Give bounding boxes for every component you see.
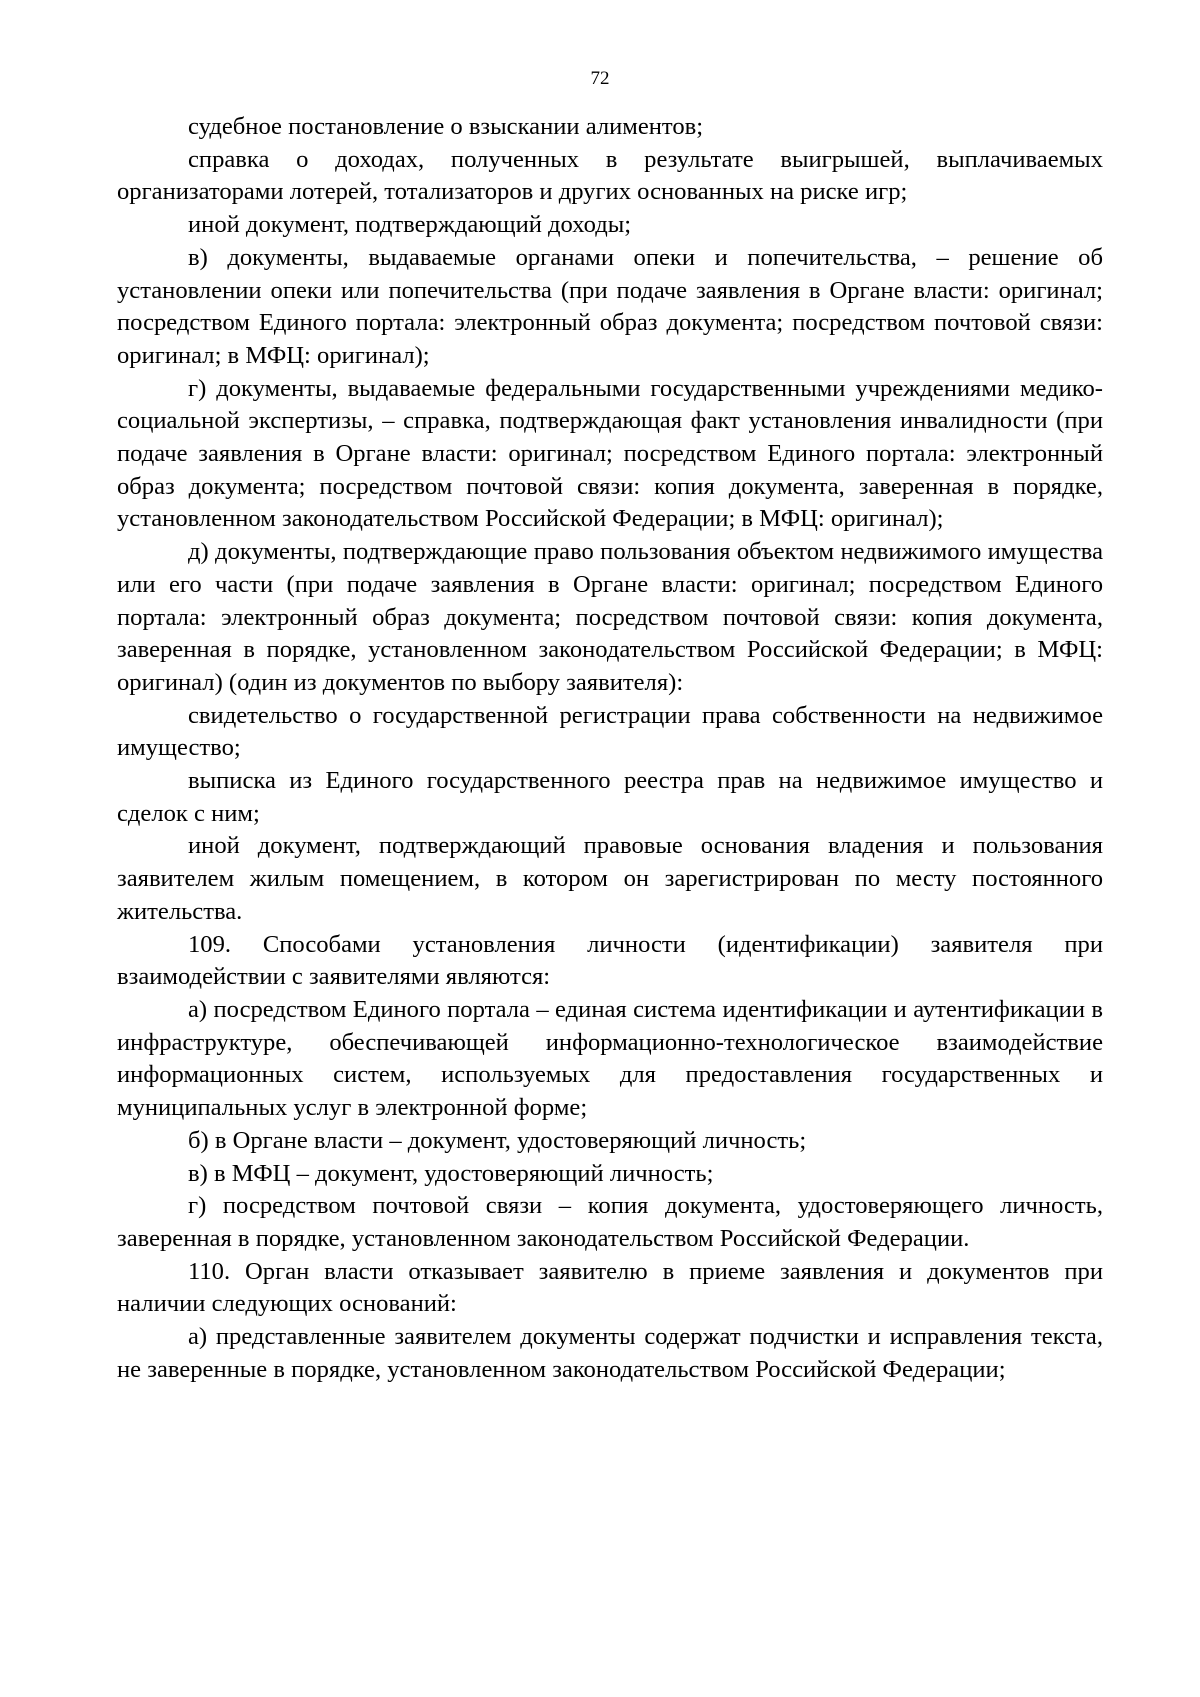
- paragraph: г) посредством почтовой связи – копия документа, удостоверяющего личность, заверенная в порядке, установленном законодательством Российской Федерации.: [117, 1192, 1103, 1252]
- paragraph: судебное постановление о взыскании алиментов;: [188, 113, 704, 140]
- paragraph: б) в Органе власти – документ, удостоверяющий личность;: [188, 1126, 807, 1154]
- paragraph: свидетельство о государственной регистрации права собственности на недвижимое имущество;: [117, 701, 1103, 762]
- document-body: [117, 111, 1103, 1386]
- paragraph: в) документы, выдаваемые органами опеки и попечительства, – решение об установлении опеки или попечительства (при подаче заявления в Органе власти: оригинал; посредством Единого портала: электронный образ документа; посредством почтовой связи: оригинал; в МФЦ: оригинал);: [117, 243, 1103, 369]
- paragraph: 109. Способами установления личности (идентификации) заявителя при взаимодействии с заявителями являются:: [117, 930, 1103, 991]
- paragraph: д) документы, подтверждающие право пользования объектом недвижимого имущества или его части (при подаче заявления в Органе власти: оригинал; посредством Единого портала: электронный образ документа; посредством почтовой связи: копия документа, заверенная в порядке, установленном законодательством Российской Федерации; в МФЦ: оригинал) (один из документов по выбору заявителя):: [117, 538, 1103, 696]
- paragraph: 110. Орган власти отказывает заявителю в приеме заявления и документов при наличии следующих оснований:: [117, 1257, 1103, 1318]
- paragraph: а) представленные заявителем документы содержат подчистки и исправления текста, не заверенные в порядке, установленном законодательством Российской Федерации;: [117, 1323, 1103, 1383]
- page-number: 72: [590, 68, 610, 89]
- paragraph: а) посредством Единого портала – единая система идентификации и аутентификации в инфраструктуре, обеспечивающей информационно-технологическое взаимодействие информационных систем, используемых для предоставления государственных и муниципальных услуг в электронной форме;: [117, 995, 1103, 1122]
- paragraph: выписка из Единого государственного реестра прав на недвижимое имущество и сделок с ним;: [117, 767, 1103, 827]
- paragraph: г) документы, выдаваемые федеральными государственными учреждениями медико-социальной экспертизы, – справка, подтверждающая факт установления инвалидности (при подаче заявления в Органе власти: оригинал; посредством Единого портала: электронный образ документа; посредством почтовой связи: копия документа, заверенная в порядке, установленном законодательством Российской Федерации; в МФЦ: оригинал);: [117, 374, 1103, 533]
- paragraph: иной документ, подтверждающий правовые основания владения и пользования заявителем жилым помещением, в котором он зарегистрирован по месту постоянного жительства.: [117, 832, 1103, 925]
- paragraph: в) в МФЦ – документ, удостоверяющий личность;: [188, 1159, 714, 1187]
- paragraph: иной документ, подтверждающий доходы;: [188, 211, 632, 239]
- paragraph: справка о доходах, полученных в результате выигрышей, выплачиваемых организаторами лотерей, тотализаторов и других основанных на риске игр;: [117, 145, 1103, 206]
